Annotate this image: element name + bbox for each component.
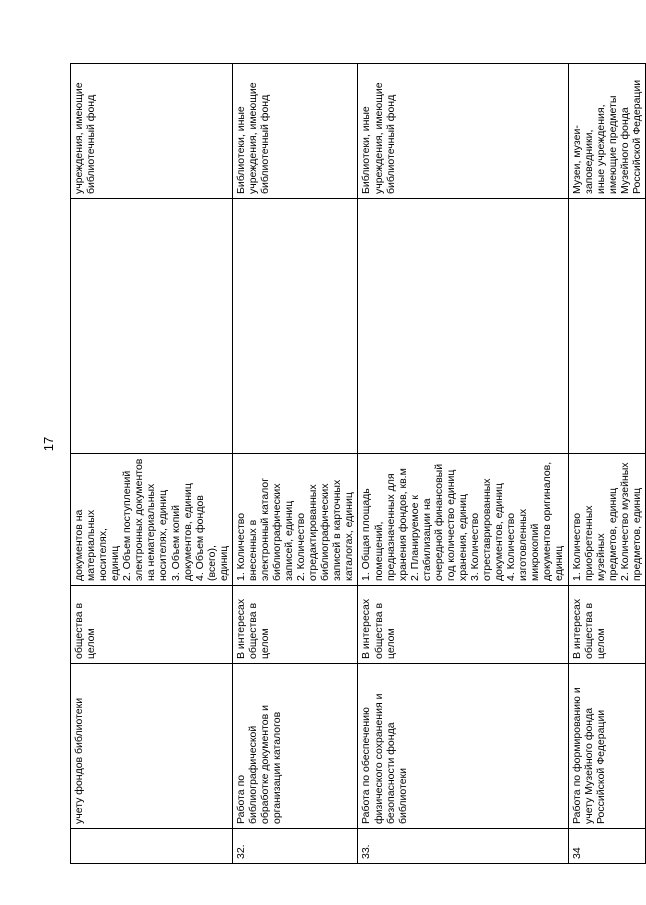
row-number-cell: 32. [232,829,358,864]
cell-line: целом [384,628,397,659]
cell-line: стабилизации на [420,498,433,581]
cell-line: 1. Количество внесенных в [234,512,259,581]
rotated-table-wrapper [70,64,643,864]
cell-line: 1. Количество [570,512,583,581]
cell-line: носителях, единиц [157,489,170,581]
cell-line: 2. Планируемое к [408,495,421,581]
table-body [71,64,646,864]
cell-line: год количество единиц [444,469,457,581]
organization-cell [232,64,358,199]
cell-line: общества в [372,602,385,659]
empty-cell [232,199,358,454]
cell-line: документов, единиц [181,483,194,581]
cell-line: отредактированных [307,484,320,581]
indicators-cell [71,454,233,586]
cell-line: Работа по [234,774,247,824]
work-name-cell [358,664,568,829]
cell-line: материальных носителях, [85,509,110,581]
cell-line: учреждения, имеющие [246,82,259,194]
cell-line: Российской Федерации [594,709,607,824]
table-row [232,64,358,864]
cell-line: документов на [73,509,85,581]
cell-line: безопасности фонда [384,722,397,824]
row-number-cell: 34 [568,829,645,864]
work-name-cell [568,664,645,829]
cell-line: помещений, [372,521,385,581]
cell-line: изготовленных микрокопий [517,508,542,581]
page-number: 17 [40,436,56,452]
consumer-cell [71,586,233,664]
cell-line: учреждения, имеющие [372,82,385,194]
cell-line: единиц [553,545,566,581]
cell-line: общества в [582,602,595,659]
organization-cell [568,64,645,199]
cell-line: каталогах, единиц [343,492,356,581]
table-row [568,64,645,864]
cell-line: организации каталогов [271,711,283,824]
cell-line: библиографических [271,483,283,581]
cell-line: обработке документов и [258,705,271,824]
cell-line: электронных документов [133,458,146,581]
cell-line: библиографических [319,483,332,581]
cell-line: В интересах [234,598,247,659]
cell-line: библиотечный фонд [258,94,271,194]
cell-line: 1. Общая площадь [360,488,373,581]
cell-line: единиц [217,545,230,581]
cell-line: библиотечный фонд [85,94,98,194]
cell-line: 2. Количество [295,512,308,581]
cell-line: библиотечный фонд [384,94,397,194]
cell-line: учету Музейного фонда [582,707,595,824]
indicators-cell [568,454,645,586]
cell-line: 4. Количество [505,512,518,581]
organization-cell [71,64,233,199]
cell-line: общества в [246,602,259,659]
cell-line: предметов, единиц [606,487,619,581]
cell-line: записей в карточных [331,479,344,581]
cell-line: очередной финансовый [432,463,445,581]
cell-line: В интересах [360,598,373,659]
cell-line: Библиотеки, иные [360,106,373,194]
cell-line: учреждения, имеющие [73,82,85,194]
cell-line: физического сохранения и [372,693,385,824]
cell-line: общества в [73,602,85,659]
cell-line: целом [258,628,271,659]
cell-line: 3. Количество [469,512,481,581]
empty-cell [358,199,568,454]
cell-line: В интересах [570,598,583,659]
cell-line: библиографической [246,725,259,824]
cell-line: предметов, единиц [630,487,643,581]
table-row [71,64,233,864]
row-number-cell [71,829,233,864]
cell-line: приобретенных музейных [582,505,607,581]
work-name-cell [232,664,358,829]
cell-line: предназначенных для [384,473,397,581]
empty-cell [71,199,233,454]
cell-line: Музеи, музеи-заповедники, [570,125,595,194]
cell-line: документов, единиц [493,483,506,581]
cell-line: документов оригиналов, [541,461,554,581]
cell-line: записей, единиц [283,500,296,581]
cell-line: иные учреждения, [594,104,607,194]
consumer-cell [358,586,568,664]
cell-line: единиц [109,545,122,581]
cell-line: Библиотеки, иные [234,106,247,194]
cell-line: 2. Количество музейных [618,462,631,581]
cell-line: 3. Объем копий [169,504,182,581]
cell-line: Работа по формированию и [570,687,583,824]
cell-line: электронный каталог [258,477,271,581]
cell-line: хранения, единиц [456,493,469,581]
cell-line: Работа по обеспечению [360,707,373,824]
table-row [358,64,568,864]
empty-cell [568,199,645,454]
cell-line: целом [85,628,98,659]
consumer-cell [568,586,645,664]
cell-line: учету фондов библиотеки [73,697,85,824]
indicators-cell [232,454,358,586]
services-table [70,63,646,864]
cell-line: Российской Федерации [630,79,643,194]
cell-line: хранения фондов, кв.м [396,468,409,581]
cell-line: Музейного фонда [618,107,631,194]
cell-line: 2. Объем поступлений [121,470,134,581]
cell-line: 4. Объем фондов (всего), [193,495,218,581]
cell-line: отреставрированных [481,478,494,581]
row-number-cell: 33. [358,829,568,864]
work-name-cell [71,664,233,829]
cell-line: на нематериальных [145,483,158,581]
cell-line: библиотеки [396,767,409,824]
indicators-cell [358,454,568,586]
cell-line: имеющие предметы [606,95,619,194]
consumer-cell [232,586,358,664]
cell-line: целом [594,628,607,659]
organization-cell [358,64,568,199]
